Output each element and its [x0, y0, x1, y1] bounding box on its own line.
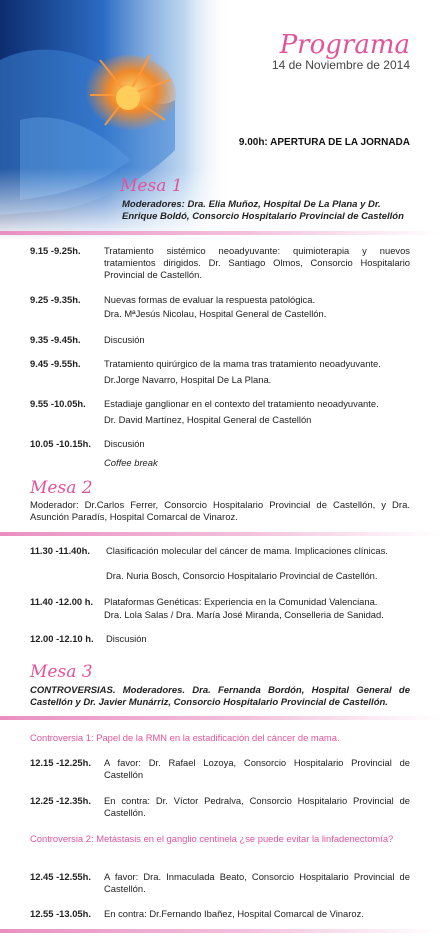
controversia-label: Controversia 1:	[30, 732, 94, 743]
mesa-1-moderators: Moderadores: Dra. Elia Muñoz, Hospital De La Plana y Dr. Enrique Boldó, Consorcio Hospitalario Provincial de Castellón	[122, 199, 404, 222]
agenda-desc: Discusión	[104, 334, 145, 345]
agenda-time: 12.55 -13.05h.	[30, 908, 91, 919]
agenda-row	[30, 398, 410, 424]
agenda-desc: Tratamiento quirúrgico de la mama tras tratamiento neoadyuvante.	[104, 358, 381, 369]
agenda-time: 9.35 -9.45h.	[30, 334, 81, 345]
agenda-desc: A favor: Dr. Rafael Lozoya, Consorcio Hospitalario Provincial de Castellón	[104, 757, 410, 780]
agenda-row	[30, 871, 410, 897]
agenda-time: 12.00 -12.10 h.	[30, 633, 94, 644]
agenda-time: 12.25 -12.35h.	[30, 795, 91, 806]
section-divider	[0, 716, 440, 720]
controversia-text: Papel de la RMN en la estadificación del cáncer de mama.	[96, 732, 340, 743]
agenda-desc: Nuevas formas de evaluar la respuesta patológica.	[104, 294, 316, 305]
agenda-time: 9.45 -9.55h.	[30, 358, 81, 369]
agenda-speaker: Dra. Lola Salas / Dra. María José Miranda, Conselleria de Sanidad.	[104, 609, 384, 620]
section-divider	[0, 231, 440, 235]
agenda-row	[30, 334, 410, 346]
agenda-desc: Discusión	[104, 438, 145, 449]
agenda-desc: Discusión	[106, 633, 147, 644]
agenda-row	[30, 908, 410, 920]
agenda-row	[30, 757, 410, 783]
agenda-desc: Tratamiento sistémico neoadyuvante: quimioterapia y nuevos tratamientos dirigidos. Dr. Santiago Olmos, Consorcio Hospitalario Provincial de Castellón.	[104, 245, 410, 280]
controversia-2	[30, 833, 410, 845]
agenda-speaker: Dra. MªJesús Nicolau, Hospital General de Castellón.	[104, 308, 327, 319]
mesa-2-title: Mesa 2	[30, 478, 93, 498]
section-divider	[0, 532, 440, 536]
event-date: 14 de Noviembre de 2014	[271, 58, 410, 72]
controversia-1	[30, 732, 410, 744]
agenda-desc: A favor: Dra. Inmaculada Beato, Consorcio Hospitalario Provincial de Castellón.	[104, 871, 410, 894]
agenda-desc: Estadiaje ganglionar en el contexto del tratamiento neoadyuvante.	[104, 398, 379, 409]
agenda-time: 9.25 -9.35h.	[30, 294, 81, 305]
controversia-text: Metástasis en el ganglio centinela ¿se puede evitar la linfadenectomía?	[96, 833, 394, 844]
mesa-3-moderators: CONTROVERSIAS. Moderadores. Dra. Fernanda Bordón, Hospital General de Castellón y Dr. Javier Munárriz, Consorcio Hospitalario Provincial de Castellón.	[30, 685, 410, 708]
agenda-time: 11.30 -11.40h.	[30, 545, 90, 556]
agenda-row	[30, 545, 410, 581]
agenda-speaker: Dr.Jorge Navarro, Hospital De La Plana.	[104, 374, 272, 385]
agenda-desc: Plataformas Genéticas: Experiencia en la Comunidad Valenciana.	[104, 596, 378, 607]
mesa-3-title: Mesa 3	[30, 662, 93, 682]
agenda-time: 11.40 -12.00 h.	[30, 596, 94, 607]
agenda-time: 9.15 -9.25h.	[30, 245, 81, 256]
coffee-break: Coffee break	[104, 457, 158, 468]
opening-time: 9.00h: APERTURA DE LA JORNADA	[238, 137, 410, 148]
agenda-row	[30, 294, 410, 320]
agenda-row	[30, 795, 410, 821]
agenda-row	[30, 633, 410, 645]
agenda-row	[30, 438, 410, 468]
agenda-desc: Clasificación molecular del cáncer de mama. Implicaciones clínicas.	[106, 545, 388, 556]
agenda-row	[30, 358, 410, 384]
agenda-desc: En contra: Dr.Fernando Ibañez, Hospital Comarcal de Vinaroz.	[104, 908, 364, 919]
agenda-time: 12.15 -12.25h.	[30, 757, 91, 768]
agenda-speaker: Dr. David Martínez, Hospital General de Castellón	[104, 414, 312, 425]
agenda-row	[30, 596, 410, 622]
agenda-time: 9.55 -10.05h.	[30, 398, 86, 409]
agenda-time: 12.45 -12.55h.	[30, 871, 91, 882]
agenda-desc: En contra: Dr. Víctor Pedralva, Consorcio Hospitalario Provincial de Castellón.	[104, 795, 410, 818]
mesa-1-title: Mesa 1	[120, 176, 183, 196]
agenda-row	[30, 245, 410, 281]
mesa-2-moderators: Moderador: Dr.Carlos Ferrer, Consorcio Hospitalario Provincial de Castellón, y Dra. Asunción Paradís, Hospital Comarcal de Vinaroz.	[30, 500, 410, 523]
agenda-speaker: Dra. Nuria Bosch, Consorcio Hospitalario Provincial de Castellón.	[106, 570, 378, 581]
page-title: Programa	[279, 30, 410, 60]
agenda-time: 10.05 -10.15h.	[30, 438, 91, 449]
bottom-divider	[0, 929, 440, 933]
controversia-label: Controversia 2:	[30, 833, 94, 844]
